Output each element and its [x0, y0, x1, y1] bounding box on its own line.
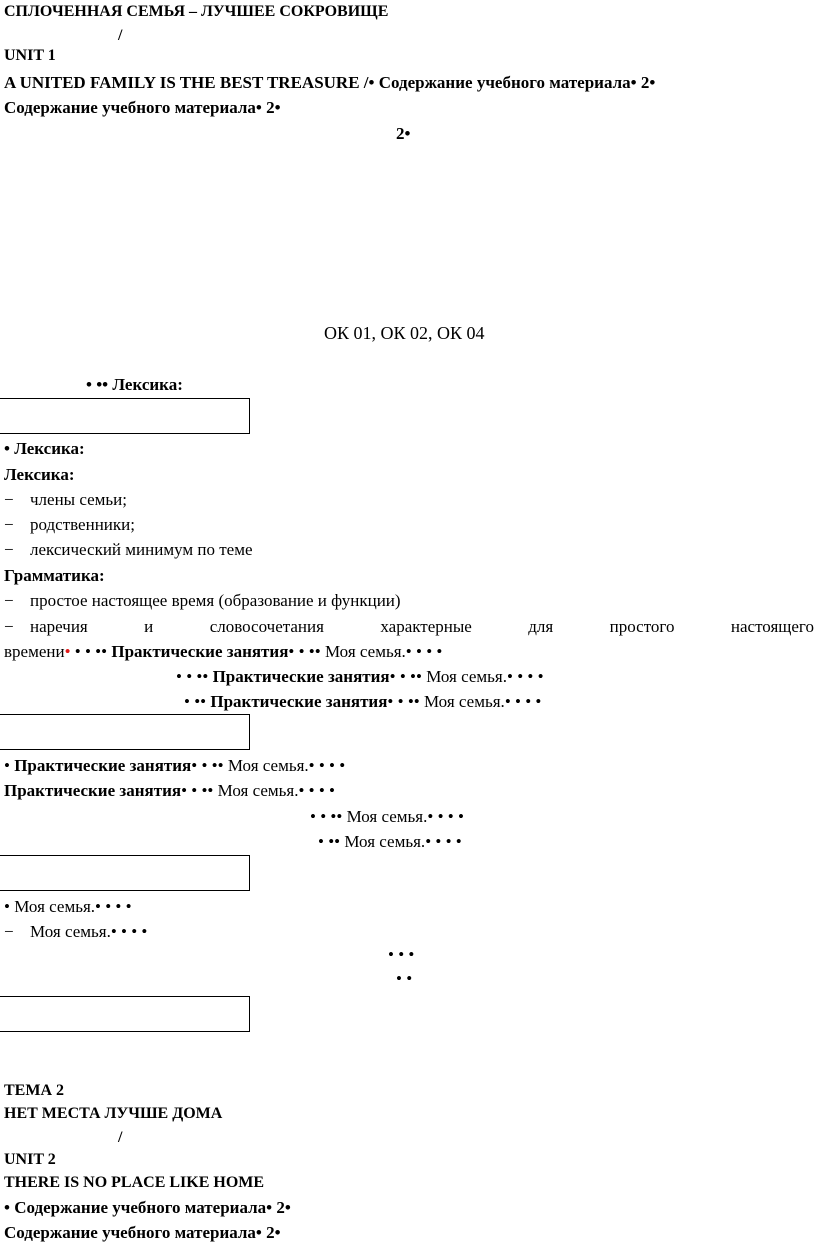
- bullets: • • • •: [425, 832, 462, 851]
- unit1-title-en: A UNITED FAMILY IS THE BEST TREASURE /• Содержание учебного материала• 2•: [4, 73, 656, 92]
- bullets: • • • •: [507, 667, 544, 686]
- unit1-title-ru: СПЛОЧЕННАЯ СЕМЬЯ – ЛУЧШЕЕ СОКРОВИЩЕ: [4, 3, 389, 20]
- practice-label: Практические занятия: [210, 692, 388, 711]
- practice-label: Практические занятия: [111, 642, 289, 661]
- grammar-word: для: [528, 617, 554, 636]
- lexis-item-text: родственники;: [30, 515, 135, 534]
- grammar-item-text: простое настоящее время (образование и функции): [30, 591, 401, 610]
- grammar-item-2-cont: времени: [4, 642, 65, 661]
- lexis-item: [4, 516, 135, 533]
- bullets: • • ••: [181, 781, 214, 800]
- table-cell-box-3: [0, 855, 250, 891]
- grammar-item-2-line: [30, 618, 814, 635]
- bullets: • • ••: [191, 756, 224, 775]
- grammar-word: простого: [609, 617, 675, 636]
- grammar-item: [4, 592, 401, 609]
- practice-topic: Моя семья.: [423, 692, 505, 711]
- topic-line-4: [4, 923, 147, 940]
- practice-label: Практические занятия: [14, 756, 192, 775]
- bullets: • • • •: [308, 756, 346, 775]
- grammar-word: наречия: [30, 617, 88, 636]
- grammar-word: настоящего: [730, 617, 814, 636]
- bullets: • • ••: [288, 642, 321, 661]
- grammar-word: характерные: [380, 617, 472, 636]
- practice-label: Практические занятия: [212, 667, 390, 686]
- unit1-slash: /: [118, 27, 123, 44]
- table-cell-box-1: [0, 398, 250, 434]
- competencies-text: ОК 01, ОК 02, ОК 04: [324, 323, 485, 343]
- practice-topic: Моя семья.: [217, 781, 299, 800]
- lexis-item: [4, 491, 127, 508]
- grammar-word: и: [144, 617, 154, 636]
- bullets: • • • •: [95, 897, 132, 916]
- practice-topic: Моя семья.: [344, 832, 426, 851]
- list-dash: −: [4, 490, 14, 509]
- unit2-slash: /: [118, 1129, 123, 1146]
- lexis-item-text: члены семьи;: [30, 490, 127, 509]
- bullets: • • ••: [310, 807, 343, 826]
- unit2-title-ru: НЕТ МЕСТА ЛУЧШЕ ДОМА: [4, 1105, 223, 1122]
- bullets: • • • •: [405, 642, 443, 661]
- list-dash: −: [4, 617, 14, 636]
- practice-line-4: [4, 757, 345, 774]
- practice-line-5: [4, 782, 335, 799]
- topic-text: Моя семья.• • • •: [30, 922, 148, 941]
- grammar-word: словосочетания: [209, 617, 324, 636]
- list-dash: −: [4, 591, 14, 610]
- unit2-title-en: THERE IS NO PLACE LIKE HOME: [4, 1174, 265, 1191]
- bullets: • • • •: [504, 692, 542, 711]
- dots-row-1: • • •: [388, 945, 415, 964]
- practice-topic: Моя семья.: [346, 807, 428, 826]
- grammar-heading: Грамматика:: [4, 566, 105, 585]
- bullets: • • • •: [427, 807, 464, 826]
- practice-topic: Моя семья.: [426, 667, 508, 686]
- unit2-content-line-1: • Содержание учебного материала• 2•: [4, 1198, 291, 1217]
- unit2-theme: ТЕМА 2: [4, 1082, 64, 1099]
- table-cell-box-4: [0, 996, 250, 1032]
- bullets: • • ••: [74, 642, 108, 661]
- bullets: • • ••: [389, 667, 422, 686]
- lexis-item-text: лексический минимум по теме: [30, 540, 253, 559]
- topic-line-2: [318, 833, 462, 850]
- dots-row-2: • •: [396, 969, 413, 988]
- practice-line-2: [176, 668, 544, 685]
- practice-line-3: [184, 693, 541, 710]
- bullets: • ••: [184, 692, 207, 711]
- list-dash: −: [4, 540, 14, 559]
- bullets: • • • •: [298, 781, 336, 800]
- lexis-heading: Лексика:: [4, 465, 75, 484]
- lexis-line-2: • Лексика:: [4, 439, 85, 458]
- list-dash: −: [4, 922, 14, 941]
- table-cell-box-2: [0, 714, 250, 750]
- unit1-label: UNIT 1: [4, 47, 56, 64]
- unit2-content-line-2: Содержание учебного материала• 2•: [4, 1223, 281, 1242]
- bullets: •: [4, 897, 10, 916]
- red-bullet-icon: •: [64, 642, 71, 661]
- bullets: • • ••: [387, 692, 420, 711]
- topic-line-3: [4, 898, 132, 915]
- practice-topic: Моя семья.: [324, 642, 406, 661]
- list-dash: −: [4, 515, 14, 534]
- unit2-label: UNIT 2: [4, 1151, 56, 1168]
- practice-topic: Моя семья.: [227, 756, 309, 775]
- practice-line-1: [4, 643, 442, 660]
- bullets: •: [4, 756, 10, 775]
- lexis-line-1: • •• Лексика:: [86, 375, 183, 394]
- unit1-content-line: Содержание учебного материала• 2•: [4, 98, 281, 117]
- unit1-hours: 2•: [396, 124, 411, 143]
- lexis-item: [4, 541, 253, 558]
- practice-topic: Моя семья.: [14, 897, 96, 916]
- bullets: • ••: [318, 832, 341, 851]
- topic-line-1: [310, 808, 464, 825]
- practice-label: Практические занятия: [4, 781, 182, 800]
- bullets: • • ••: [176, 667, 209, 686]
